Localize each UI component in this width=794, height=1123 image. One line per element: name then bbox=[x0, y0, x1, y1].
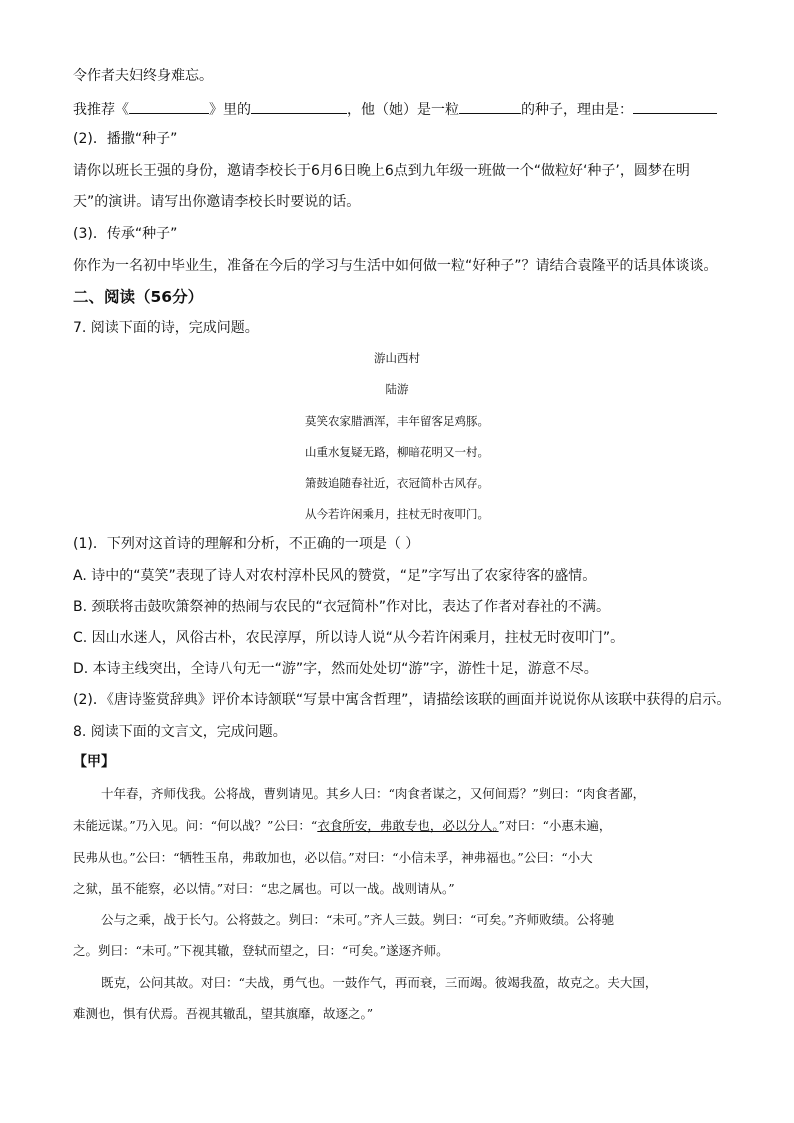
option-d[interactable]: D. 本诗主线突出，全诗八句无一“游”字，然而处处切“游”字，游性十足，游意不尽。 bbox=[73, 661, 598, 677]
q6-sub3-line: 你作为一名初中毕业生，准备在今后的学习与生活中如何做一粒“好种子”？请结合袁隆平的话具体谈谈。 bbox=[73, 258, 718, 274]
q7-sub2: (2)．《唐诗鉴赏辞典》评价本诗颔联“写景中寓含哲理”，请描绘该联的画面并说说你从该联中获得的启示。 bbox=[73, 692, 731, 708]
passage-text: 未能远谋。”乃入见。问：“何以战？”公曰：“ bbox=[73, 818, 318, 833]
reason-blank[interactable] bbox=[633, 99, 717, 114]
passage-line: 之狱，虽不能察，必以情。”对曰：“忠之属也。可以一战。战则请从。” bbox=[73, 881, 455, 896]
q8-intro: 8. 阅读下面的文言文，完成问题。 bbox=[73, 724, 287, 740]
passage-line: 十年春，齐师伐我。公将战，曹刿请见。其乡人曰：“肉食者谋之，又何间焉？”刿曰：“肉食者鄙， bbox=[101, 786, 646, 801]
option-b[interactable]: B. 颈联将击鼓吹箫祭神的热闹与农民的“衣冠简朴”作对比，表达了作者对春社的不满。 bbox=[73, 599, 611, 615]
section-heading: 二、阅读（56分） bbox=[73, 288, 204, 306]
passage-line: 既克，公问其故。对曰：“夫战，勇气也。一鼓作气，再而衰，三而竭。彼竭我盈，故克之。夫大国， bbox=[101, 975, 658, 990]
option-a[interactable]: A. 诗中的“莫笑”表现了诗人对农村淳朴民风的赞赏，“足”字写出了农家待客的盛情。 bbox=[73, 568, 597, 584]
recommend-text-4: 的种子，理由是： bbox=[521, 102, 633, 118]
q6-text-line: 令作者夫妇终身难忘。 bbox=[73, 68, 213, 84]
q7-intro: 7. 阅读下面的诗，完成问题。 bbox=[73, 320, 259, 336]
poem-line: 从今若许闲乘月，拄杖无时夜叩门。 bbox=[305, 507, 489, 521]
underlined-sentence: 衣食所安，弗敢专也，必以分人。 bbox=[317, 818, 499, 833]
q6-sub2-title: (2)．播撒“种子” bbox=[73, 131, 178, 147]
passage-line: 难测也，惧有伏焉。吾视其辙乱，望其旗靡，故逐之。” bbox=[73, 1006, 374, 1021]
character-blank[interactable] bbox=[251, 99, 347, 114]
q7-sub1: (1)．下列对这首诗的理解和分析，不正确的一项是（ ） bbox=[73, 536, 420, 552]
recommend-text-3: ，他（她）是一粒 bbox=[347, 102, 459, 118]
passage-line bbox=[73, 817, 611, 835]
option-c[interactable]: C. 因山水迷人，风俗古朴，农民淳厚，所以诗人说“从今若许闲乘月，拄杖无时夜叩门”。 bbox=[73, 630, 625, 646]
poem-line: 莫笑农家腊酒浑，丰年留客足鸡豚。 bbox=[305, 414, 489, 428]
passage-text: ”对曰：“小惠未遍， bbox=[498, 818, 612, 833]
book-title-blank[interactable] bbox=[129, 99, 209, 114]
poem-line: 箫鼓追随春社近，衣冠简朴古风存。 bbox=[305, 476, 489, 490]
q6-sub3-title: (3)．传承“种子” bbox=[73, 226, 178, 242]
recommend-text-1: 我推荐《 bbox=[73, 102, 129, 118]
recommend-line bbox=[73, 99, 717, 120]
passage-line: 公与之乘，战于长勺。公将鼓之。刿曰：“未可。”齐人三鼓。刿曰：“可矣。”齐师败绩。公将驰 bbox=[101, 912, 615, 927]
recommend-text-2: 》里的 bbox=[209, 102, 251, 118]
poem-title: 游山西村 bbox=[374, 351, 420, 365]
poem-line: 山重水复疑无路，柳暗花明又一村。 bbox=[305, 445, 489, 459]
passage-line: 民弗从也。”公曰：“牺牲玉帛，弗敢加也，必以信。”对曰：“小信未孚，神弗福也。”公曰：“小大 bbox=[73, 850, 593, 865]
poem-author: 陆游 bbox=[385, 382, 409, 396]
passage-label: 【甲】 bbox=[73, 754, 115, 770]
passage-line: 之。刿曰：“未可。”下视其辙，登轼而望之，曰：“可矣。”遂逐齐师。 bbox=[73, 943, 449, 958]
seed-type-blank[interactable] bbox=[459, 99, 521, 114]
q6-sub2-line: 请你以班长王强的身份，邀请李校长于6月6日晚上6点到九年级一班做一个“做粒好‘种子’，圆梦在明 bbox=[73, 163, 690, 179]
q6-sub2-line: 天”的演讲。请写出你邀请李校长时要说的话。 bbox=[73, 194, 361, 210]
